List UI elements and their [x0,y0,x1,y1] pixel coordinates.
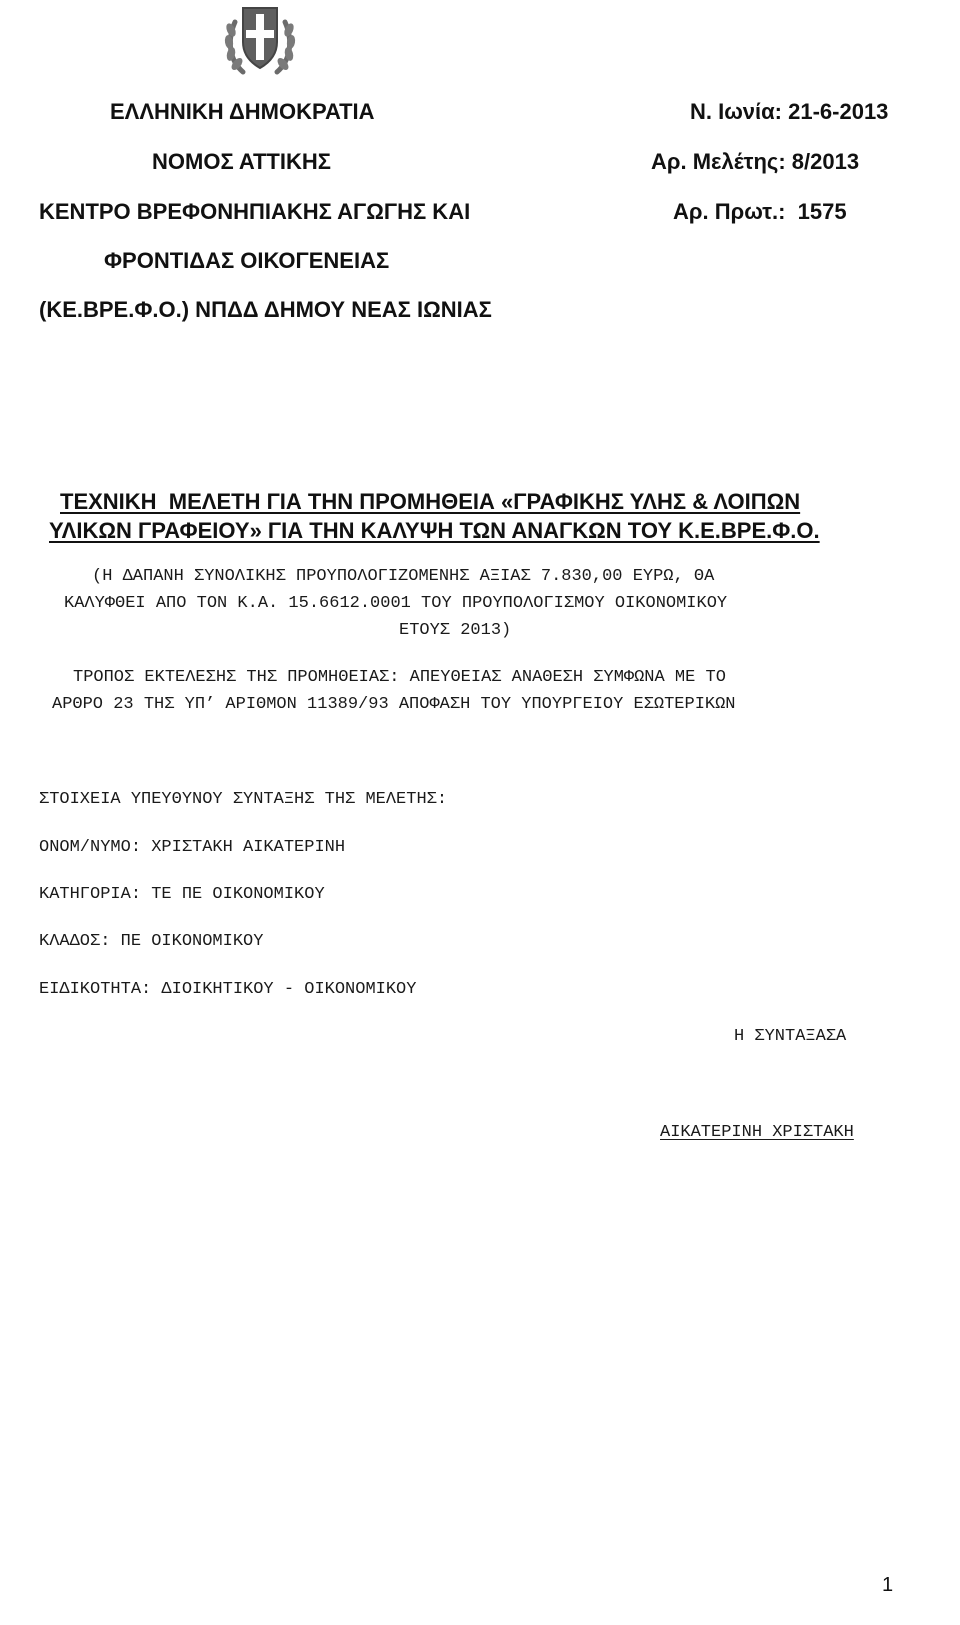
signature-name: ΑΙΚΑΤΕΡΙΝΗ ΧΡΙΣΤΑΚΗ [660,1123,854,1142]
budget-line2: ΚΑΛΥΦΘΕΙ ΑΠΟ ΤΟΝ Κ.Α. 15.6612.0001 ΤΟΥ ΠΡΟΥΠΟΛΟΓΙΣΜΟΥ ΟΙΚΟΝΟΜΙΚΟΥ [64,594,728,613]
header-country: ΕΛΛΗΝΙΚΗ ΔΗΜΟΚΡΑΤΙΑ [110,99,375,124]
author-specialty: ΕΙΔΙΚΟΤΗΤΑ: ΔΙΟΙΚΗΤΙΚΟΥ - ΟΙΚΟΝΟΜΙΚΟΥ [39,980,417,999]
greek-coat-of-arms-icon [221,0,299,78]
header-study-number: Αρ. Μελέτης: 8/2013 [651,149,860,174]
header-organization-line2: ΦΡΟΝΤΙΔΑΣ ΟΙΚΟΓΕΝΕΙΑΣ [104,248,390,273]
budget-line1: (Η ΔΑΠΑΝΗ ΣΥΝΟΛΙΚΗΣ ΠΡΟΥΠΟΛΟΓΙΖΟΜΕΝΗΣ ΑΞΙΑΣ 7.830,00 ΕΥΡΩ, ΘΑ [92,567,715,586]
title-line1: ΤΕΧΝΙΚΗ ΜΕΛΕΤΗ ΓΙΑ ΤΗΝ ΠΡΟΜΗΘΕΙΑ «ΓΡΑΦΙΚΗΣ ΥΛΗΣ & ΛΟΙΠΩΝ [60,489,801,514]
header-organization-line1: ΚΕΝΤΡΟ ΒΡΕΦΟΝΗΠΙΑΚΗΣ ΑΓΩΓΗΣ ΚΑΙ [39,199,471,224]
author-category: ΚΑΤΗΓΟΡΙΑ: ΤΕ ΠΕ ΟΙΚΟΝΟΜΙΚΟΥ [39,885,325,904]
budget-line3: ΕΤΟΥΣ 2013) [399,621,512,640]
page-number: 1 [882,1574,894,1596]
author-heading: ΣΤΟΙΧΕΙΑ ΥΠΕΥΘΥΝΟΥ ΣΥΝΤΑΞΗΣ ΤΗΣ ΜΕΛΕΤΗΣ: [39,790,448,809]
signature-role: Η ΣΥΝΤΑΞΑΣΑ [734,1027,847,1046]
procedure-line1: ΤΡΟΠΟΣ ΕΚΤΕΛΕΣΗΣ ΤΗΣ ΠΡΟΜΗΘΕΙΑΣ: ΑΠΕΥΘΕΙΑΣ ΑΝΑΘΕΣΗ ΣΥΜΦΩΝΑ ΜΕ ΤΟ [73,668,726,687]
author-name: ΟΝΟΜ/ΝΥΜΟ: ΧΡΙΣΤΑΚΗ ΑΙΚΑΤΕΡΙΝΗ [39,838,346,857]
header-organization-line3: (ΚΕ.ΒΡΕ.Φ.Ο.) ΝΠΔΔ ΔΗΜΟΥ ΝΕΑΣ ΙΩΝΙΑΣ [39,297,492,322]
header-date: Ν. Ιωνία: 21-6-2013 [690,99,889,124]
author-branch: ΚΛΑΔΟΣ: ΠΕ ΟΙΚΟΝΟΜΙΚΟΥ [39,932,264,951]
header-prefecture: ΝΟΜΟΣ ΑΤΤΙΚΗΣ [152,149,331,174]
procedure-line2: ΑΡΘΡΟ 23 ΤΗΣ ΥΠ’ ΑΡΙΘΜΟΝ 11389/93 ΑΠΟΦΑΣΗ ΤΟΥ ΥΠΟΥΡΓΕΙΟΥ ΕΣΩΤΕΡΙΚΩΝ [52,695,736,714]
title-line2: ΥΛΙΚΩΝ ΓΡΑΦΕΙΟΥ» ΓΙΑ ΤΗΝ ΚΑΛΥΨΗ ΤΩΝ ΑΝΑΓΚΩΝ ΤΟΥ Κ.Ε.ΒΡΕ.Φ.Ο. [49,518,820,543]
header-protocol-number: Αρ. Πρωτ.: 1575 [673,199,847,224]
